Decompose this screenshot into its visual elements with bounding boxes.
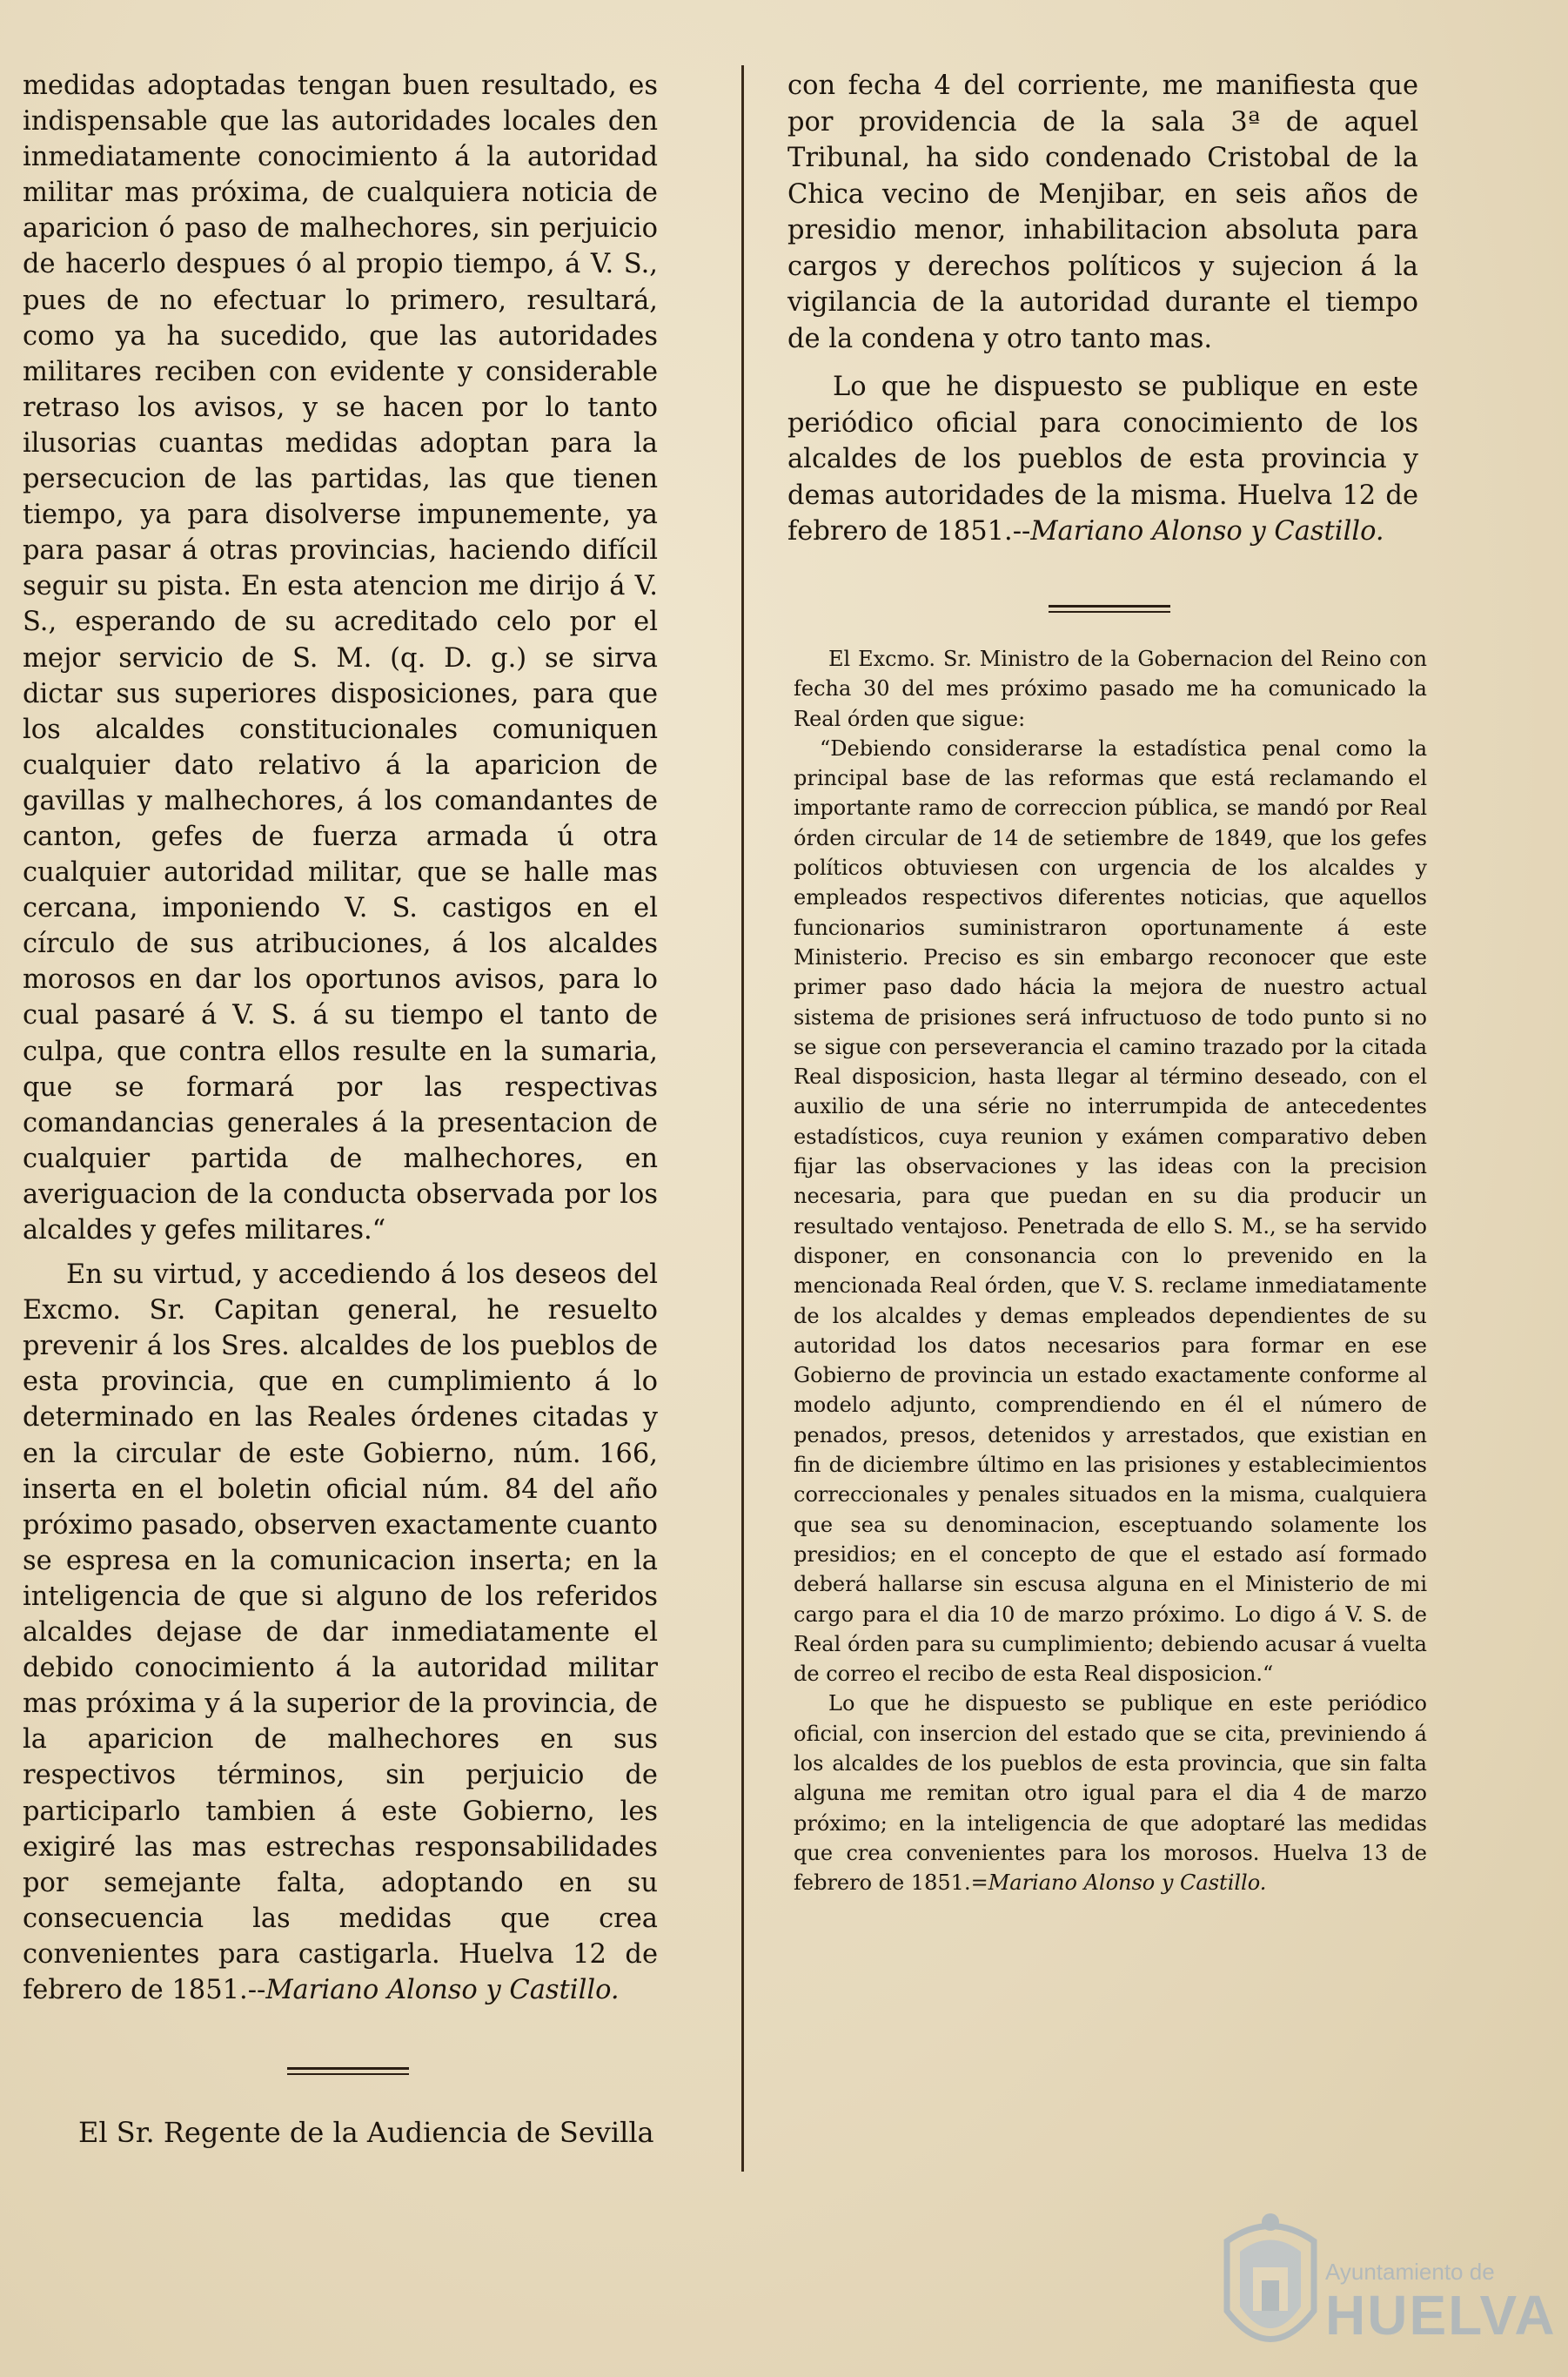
decree-intro: El Excmo. Sr. Ministro de la Gobernacion del Reino con fecha 30 del mes próximo pasado me ha comunicado la Real órden que sigue: — [794, 647, 1427, 731]
left-paragraph-2-text: En su virtud, y accediendo á los deseos del Excmo. Sr. Capitan general, he resuelto prevenir á los Sres. alcaldes de los pueblos de esta provincia, que en cumplimiento á lo determinado en las Reales órdenes citadas y en la circular de este Gobierno, núm. 166, inserta en el boletin oficial núm. 84 del año próximo pasado, observen exactamente cuanto se espresa en la comunicacion inserta; en la inteligencia de que si alguno de los referidos alcaldes dejase de dar inmediatamente el debido conocimiento á la autoridad militar mas próxima y á la superior de la provincia, de la aparicion de malhechores en sus respectivos términos, sin perjuicio de participarlo tambien á este Gobierno, les exigiré las mas estrechas responsabilidades por semejante falta, adoptando en su consecuencia las medidas que crea convenientes para castigarla. Huelva 12 de febrero de 1851.-- — [23, 1259, 658, 2005]
watermark-line-1: Ayuntamiento de — [1325, 2259, 1495, 2285]
decree-quote: “Debiendo considerarse la estadística penal como la principal base de las reformas que está reclamando el importante ramo de correccion pública, se mandó por Real órden circular de 14 de setiembre de 1849, que los gefes políticos obtuviesen con urgencia de los alcaldes y empleados respectivos diferentes noticias, que aquellos funcionarios suministraron oportunamente á este Ministerio. Preciso es sin embargo reconocer que este primer paso dado hácia la mejora de nuestro actual sistema de prisiones será infructuoso de todo punto si no se sigue con perseverancia el camino trazado por la citada Real disposicion, hasta llegar al término deseado, con el auxilio de una série no interrumpida de antecedentes estadísticos, cuya reunion y exámen comparativo deben fijar las observaciones y las ideas con la precision necesaria, para que puedan en su dia producir un resultado ventajoso. Penetrada de ello S. M., se ha servido disponer, en consonancia con lo prevenido en la mencionada Real órden, que V. S. reclame inmediatamente de los alcaldes y demas empleados dependientes de su autoridad los datos necesarios para formar en ese Gobierno de provincia un estado exactamente conforme al modelo adjunto, comprendiendo en él el número de penados, presos, detenidos y arrestados, que existian en fin de diciembre último en las prisiones y establecimientos correccionales y penales situados en la misma, cualquiera que sea su denominacion, esceptuando solamente los presidios; en el concepto de que el estado así formado deberá hallarse sin escusa alguna en el Ministerio de mi cargo para el dia 10 de marzo próximo. Lo digo á V. S. de Real órden para su cumplimiento; debiendo acusar á vuelta de correo el recibo de esta Real disposicion.“ — [794, 735, 1427, 1687]
watermark-line-2: HUELVA — [1325, 2284, 1557, 2347]
left-section-rule-2 — [287, 2073, 409, 2075]
right-column — [787, 68, 1418, 550]
section-heading: El Sr. Regente de la Audiencia de Sevilla — [78, 2116, 654, 2149]
ministerial-decree — [794, 644, 1427, 1897]
right-section-rule — [1049, 605, 1170, 608]
right-paragraph-1: con fecha 4 del corriente, me manifiesta que por providencia de la sala 3ª de aquel Tribunal, ha sido condenado Cristobal de la Chica vecino de Menjibar, en seis años de presidio menor, inhabilitacion absoluta para cargos y derechos políticos y sujecion á la vigilancia de la autoridad durante el tiempo de la condena y otro tanto mas. — [787, 71, 1418, 354]
decree-closing — [794, 1689, 1427, 1897]
left-section-rule — [287, 2067, 409, 2070]
decree-closing-text: Lo que he dispuesto se publique en este periódico oficial, con insercion del estado que se cita, previniendo á los alcaldes de los pueblos de esta provincia, que sin falta alguna me remitan otro igual para el dia 4 de marzo próximo; en la inteligencia de que adoptaré las medidas que crea convenientes para los morosos. Huelva 13 de febrero de 1851.= — [794, 1691, 1427, 1896]
left-paragraph-2 — [23, 1257, 658, 2008]
right-signature: Mariano Alonso y Castillo. — [1030, 516, 1384, 547]
right-paragraph-2-text: Lo que he dispuesto se publique en este periódico oficial para conocimiento de los alcaldes de los pueblos de esta provincia y demas autoridades de la misma. Huelva 12 de febrero de 1851.-- — [787, 372, 1418, 547]
left-column — [23, 68, 658, 2008]
decree-signature: Mariano Alonso y Castillo. — [988, 1870, 1267, 1896]
left-paragraph-1: medidas adoptadas tengan buen resultado, es indispensable que las autoridades locales den inmediatamente conocimiento á la autoridad militar mas próxima, de cualquiera noticia de aparicion ó paso de malhechores, sin perjuicio de hacerlo despues ó al propio tiempo, á V. S., pues de no efectuar lo primero, resultará, como ya ha sucedido, que las autoridades militares reciben con evidente y considerable retraso los avisos, y se hacen por lo tanto ilusorias cuantas medidas adoptan para la persecucion de las partidas, las que tienen tiempo, ya para disolverse impunemente, ya para pasar á otras provincias, haciendo difícil seguir su pista. En esta atencion me dirijo á V. S., esperando de su acreditado celo por el mejor servicio de S. M. (q. D. g.) se sirva dictar sus superiores disposiciones, para que los alcaldes constitucionales comuniquen cualquier dato relativo á la aparicion de gavillas y malhechores, á los comandantes de canton, gefes de fuerza armada ú otra cualquier autoridad militar, que se halle mas cercana, imponiendo V. S. castigos en el círculo de sus atribuciones, á los alcaldes morosos en dar los oportunos avisos, para lo cual pasaré á V. S. á su tiempo el tanto de culpa, que contra ellos resulte en la sumaria, que se formará por las respectivas comandancias generales á la presentacion de cualquier partida de malhechores, en averiguacion de la conducta observada por los alcaldes y gefes militares.“ — [23, 71, 658, 1246]
city-crest-icon — [1214, 2206, 1327, 2372]
column-divider — [741, 65, 744, 2172]
right-section-rule-2 — [1049, 611, 1170, 613]
right-paragraph-2 — [787, 369, 1418, 550]
archive-watermark — [1214, 2206, 1557, 2372]
left-signature: Mariano Alonso y Castillo. — [265, 1974, 620, 2005]
